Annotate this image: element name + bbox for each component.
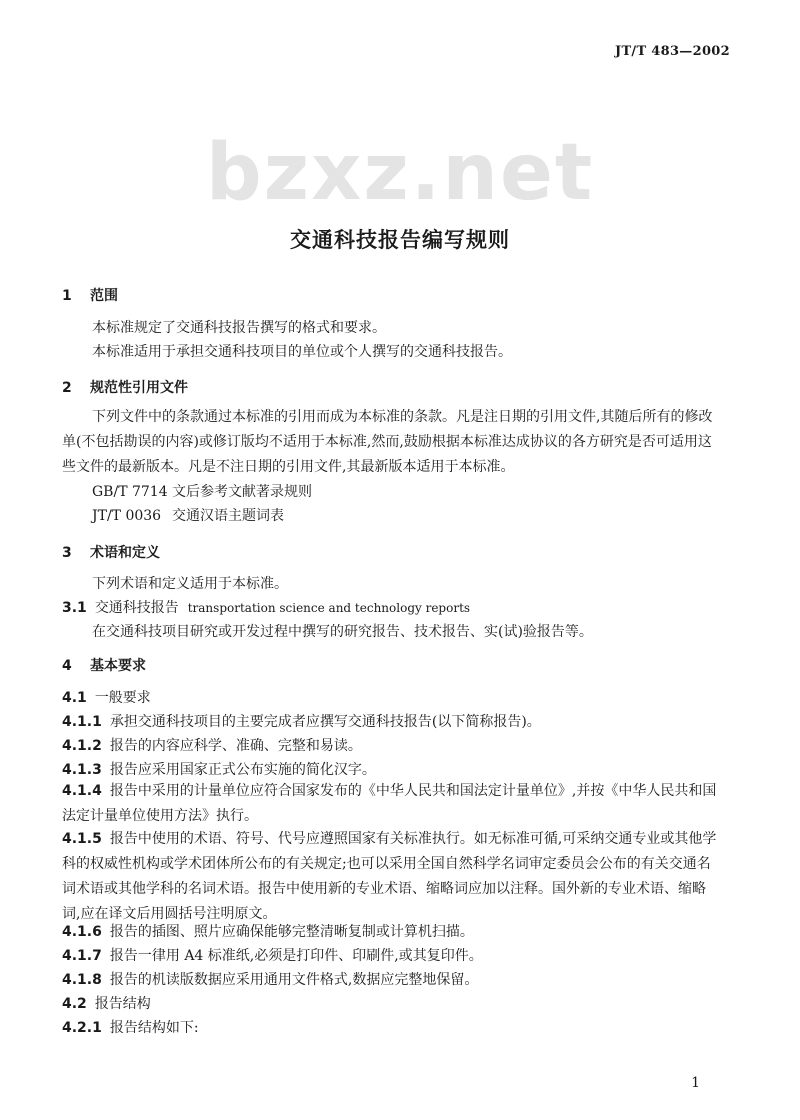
clause-number: 3.1 (62, 600, 87, 616)
reference-code: GB/T 7714 (92, 484, 168, 500)
section-number: 2 (62, 380, 72, 396)
clause-text: 承担交通科技项目的主要完成者应撰写交通科技报告(以下简称报告)。 (109, 714, 541, 730)
reference-code: JT/T 0036 (92, 508, 162, 524)
term: 交通科技报告 (94, 600, 179, 616)
section-number: 1 (62, 288, 72, 304)
clause-text: 报告应采用国家正式公布实施的简化汉字。 (109, 762, 376, 778)
clause-number: 4.1.2 (62, 738, 102, 754)
term-english: transportation science and technology reports (187, 601, 471, 615)
clause-text: 报告一律用 A4 标准纸,必须是打印件、印刷件,或其复印件。 (109, 948, 483, 964)
clause-4-1-2 (62, 736, 362, 756)
section-number: 3 (62, 545, 72, 561)
clause-number: 4.1 (62, 690, 87, 706)
clause-text: 报告中采用的计量单位应符合国家发布的《中华人民共和国法定计量单位》,并按《中华人民共和国法定计量单位使用方法》执行。 (62, 783, 717, 824)
paragraph: 本标准适用于承担交通科技项目的单位或个人撰写的交通科技报告。 (92, 344, 512, 360)
clause-4-1-1 (62, 712, 541, 732)
reference-title: 交通汉语主题词表 (172, 508, 284, 524)
page-number: 1 (691, 1075, 700, 1091)
clause-text: 报告结构如下: (109, 1020, 199, 1036)
clause-4-1-4 (62, 779, 722, 829)
clause-number: 4.2.1 (62, 1020, 102, 1036)
clause-3-1 (62, 598, 470, 618)
clause-title: 一般要求 (94, 690, 151, 706)
clause-4-1-3 (62, 760, 376, 780)
clause-number: 4.1.6 (62, 924, 102, 940)
clause-text: 报告中使用的术语、符号、代号应遵照国家有关标准执行。如无标准可循,可采纳交通专业或其他学科的权威性机构或学术团体所公布的有关规定;也可以采用全国自然科学名词审定委员会公布的有关交通名词术语或其他学科的名词术语。报告中使用新的专业术语、缩略词应加以注释。国外新的专业术语、缩略词,应在译文后用圆括号注明原文。 (62, 831, 717, 922)
definition: 在交通科技项目研究或开发过程中撰写的研究报告、技术报告、实(试)验报告等。 (92, 624, 593, 640)
section-title: 范围 (90, 288, 118, 304)
clause-4-1-7 (62, 946, 483, 966)
clause-text: 报告的机读版数据应采用通用文件格式,数据应完整地保留。 (109, 972, 479, 988)
section-1-heading (62, 285, 118, 305)
clause-4-2-1 (62, 1018, 199, 1038)
clause-number: 4.2 (62, 996, 87, 1012)
section-title: 规范性引用文件 (90, 380, 188, 396)
paragraph: 下列术语和定义适用于本标准。 (92, 576, 288, 592)
section-3-heading (62, 542, 160, 562)
document-code: JT/T 483—2002 (615, 44, 730, 59)
clause-number: 4.1.8 (62, 972, 102, 988)
clause-number: 4.1.1 (62, 714, 102, 730)
paragraph: 本标准规定了交通科技报告撰写的格式和要求。 (92, 320, 386, 336)
clause-4-1-8 (62, 970, 478, 990)
reference-item (92, 506, 284, 526)
reference-title: 文后参考文献著录规则 (172, 484, 312, 500)
clause-4-1-6 (62, 922, 474, 942)
clause-4-1 (62, 688, 151, 708)
section-title: 基本要求 (90, 658, 146, 674)
clause-text: 报告的插图、照片应确保能够完整清晰复制或计算机扫描。 (109, 924, 474, 940)
clause-title: 报告结构 (94, 996, 151, 1012)
section-2-heading (62, 377, 188, 397)
clause-text: 报告的内容应科学、准确、完整和易读。 (109, 738, 362, 754)
clause-number: 4.1.5 (62, 831, 102, 847)
section-number: 4 (62, 658, 72, 674)
section-4-heading (62, 655, 146, 675)
clause-number: 4.1.7 (62, 948, 102, 964)
watermark: bzxz.net (205, 128, 595, 218)
section-title: 术语和定义 (90, 545, 160, 561)
paragraph: 下列文件中的条款通过本标准的引用而成为本标准的条款。凡是注日期的引用文件,其随后所有的修改单(不包括勘误的内容)或修订版均不适用于本标准,然而,鼓励根据本标准达成协议的各方研究是否可适用这些文件的最新版本。凡是不注日期的引用文件,其最新版本适用于本标准。 (62, 409, 713, 475)
document-title: 交通科技报告编写规则 (290, 228, 510, 252)
clause-4-1-5 (62, 827, 722, 927)
clause-4-2 (62, 994, 151, 1014)
clause-number: 4.1.3 (62, 762, 102, 778)
reference-item (92, 482, 312, 502)
clause-number: 4.1.4 (62, 783, 102, 799)
